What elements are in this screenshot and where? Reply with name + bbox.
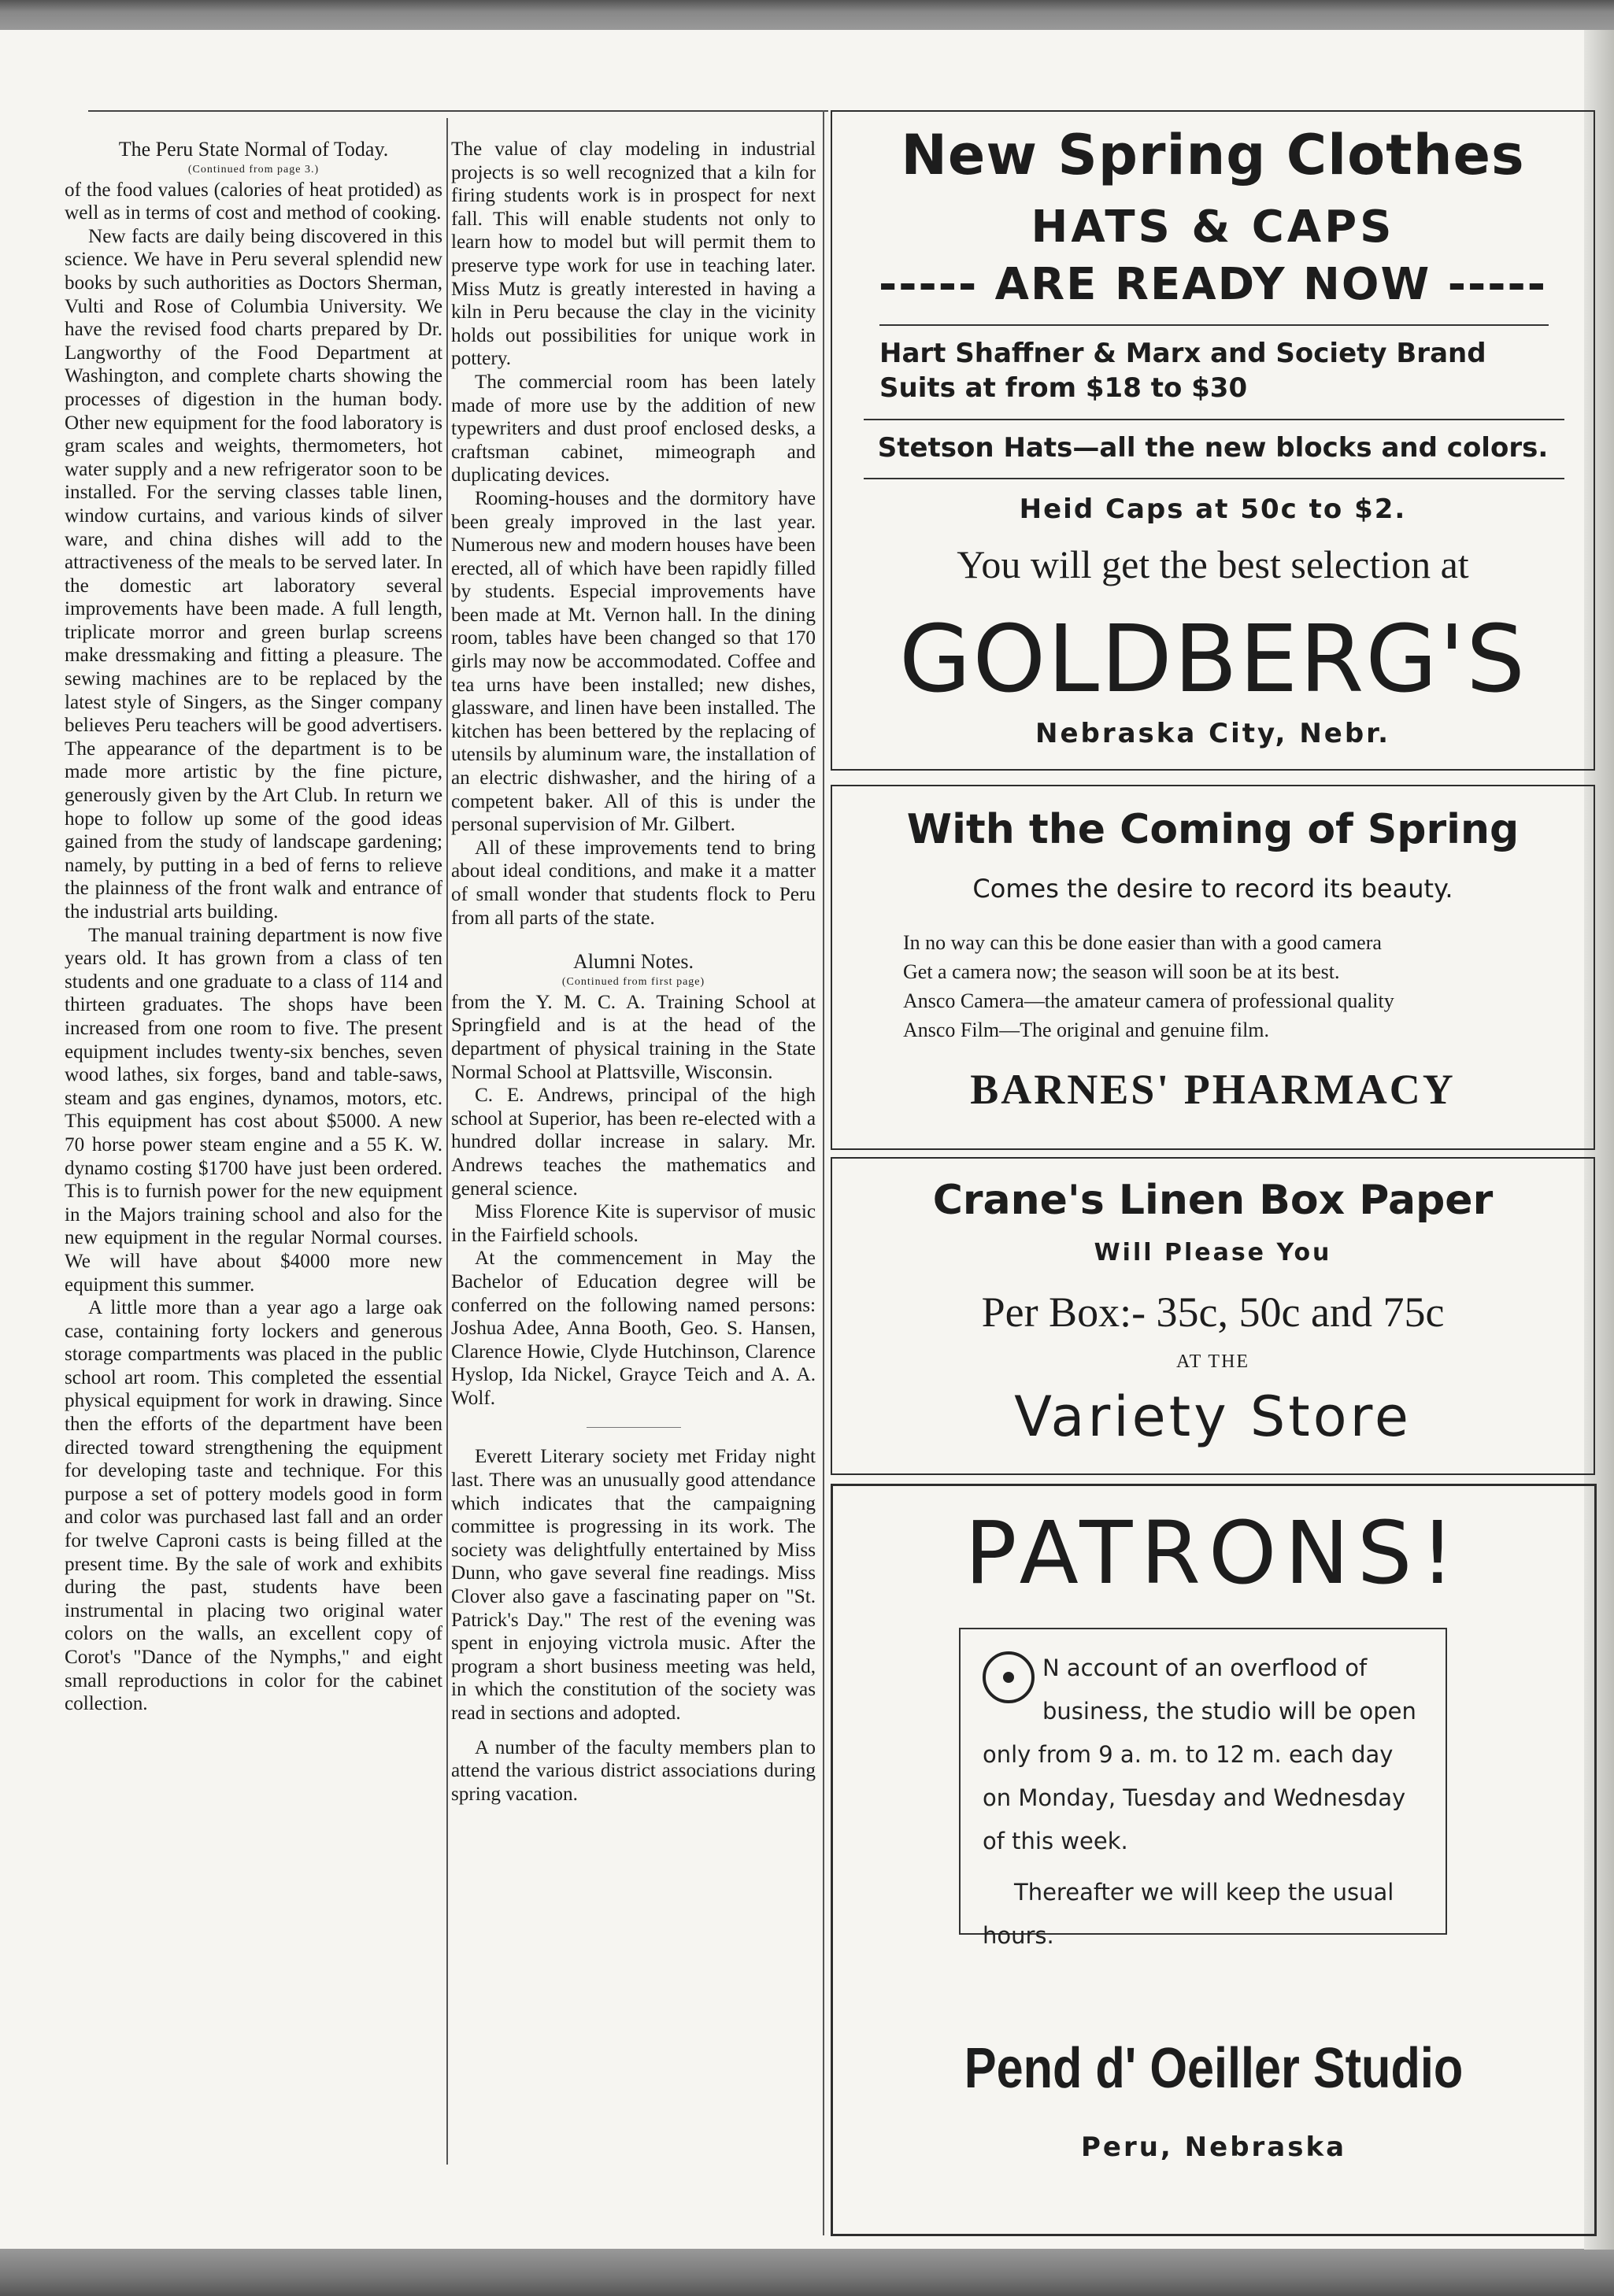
ad-text: Heid Caps at 50c to $2.	[1019, 494, 1407, 525]
ad-subheadline: Comes the desire to record its beauty.	[972, 874, 1453, 904]
scan-border-top	[0, 0, 1614, 30]
scan-border-bottom	[0, 2249, 1614, 2296]
article-column-2	[451, 138, 816, 1806]
notice-text: N account of an overflood of business, the studio will be open only from 9 a. m. to 12 m. each day on Monday, Tuesday and Wednesday of this week.	[983, 1655, 1416, 1854]
ad-studio	[831, 1484, 1597, 2236]
price-line: Per Box:- 35c, 50c and 75c	[981, 1288, 1445, 1336]
article-column-1	[65, 138, 442, 1716]
ad-subheadline: HATS & CAPS	[1031, 202, 1395, 253]
ad-headline: With the Coming of Spring	[906, 806, 1520, 853]
paragraph: New facts are daily being discovered in this science. We have in Peru several splendid new books by such authorities as Doctors Sherman, Vulti and Rose of Columbia University. We have the revised food charts prepared by Dr. Langworthy of the Food Department at Washington, and complete charts showing the processes of digestion in the human body. Other new equipment for the food laboratory is gram scales and weights, thermometers, hot water supply and a new refrigerator soon to be installed. For the serving classes table linen, window curtains, and various kinds of silver ware, and china dishes will add to the attractiveness of the meals to be served later. In the domestic art laboratory several improvements have been made. A full length, triplicate morror and green burlap screens make dressmaking and fitting a pleasure. The sewing machines are to be replaced by the latest style of Singers, as the Singer company believes Peru teachers will be good advertisers. The appearance of the department is to be made more artistic by the fine picture, generously given by the Art Club. In return we hope to follow up some of the good ideas gained from the study of landscape gardening; namely, by putting in a bed of ferns to relieve the plainness of the front walk and entrance of the industrial arts building.	[65, 225, 442, 922]
paragraph: A number of the faculty members plan to attend the various district associations during spring vacation.	[451, 1736, 816, 1805]
ad-headline: Crane's Linen Box Paper	[932, 1177, 1494, 1224]
paragraph: C. E. Andrews, principal of the high school at Superior, has been re-elected with a hundred dollar increase in salary. Mr. Andrews teaches the mathematics and general science.	[451, 1085, 816, 1200]
section-rule	[587, 1427, 681, 1428]
paragraph: Everett Literary society met Friday night last. There was an unusually good attendance which indicates that the campaigning committee is progressing in its work. The society was delightfully entertained by Miss Dunn, who gave several fine readings. Miss Clover also gave a fascinating paper on "St. Patrick's Day." The rest of the evening was spent in enjoying victrola music. After the program a short business meeting was held, in which the constitution of the society was read in sections and adopted.	[451, 1446, 816, 1724]
store-name: Variety Store	[1014, 1385, 1412, 1449]
top-rule	[88, 110, 828, 112]
studio-location: Peru, Nebraska	[1080, 2131, 1347, 2163]
studio-notice	[959, 1628, 1447, 1949]
ad-subheadline: ----- ARE READY NOW -----	[878, 259, 1548, 310]
ad-goldbergs	[831, 110, 1595, 771]
drop-cap-o-icon	[983, 1651, 1035, 1703]
paragraph: Rooming-houses and the dormitory have been grealy improved in the last year. Numerous new and modern houses have been erected, all of which have been rapidly filled by students. Especial improvements have been made at Mt. Vernon hall. In the dining room, tables have been changed so that 170 girls may now be accommodated. Coffee and tea urns have been installed; new dishes, glassware, and linen have been installed. The kitchen has been bettered by the replacing of utensils by aluminum ware, the installation of an electric dishwasher, and the hiring of a competent baker. All of this is under the personal supervision of Mr. Gilbert.	[451, 487, 816, 836]
store-location: Nebraska City, Nebr.	[1035, 718, 1391, 749]
store-name: BARNES' PHARMACY	[970, 1066, 1456, 1113]
divider	[864, 478, 1564, 479]
ad-headline: PATRONS!	[964, 1503, 1463, 1603]
notice-text: Thereafter we will keep the usual hours.	[983, 1879, 1394, 1949]
paragraph: The value of clay modeling in industrial projects is so well recognized that a kiln for firing students work is in prospect for next fall. This will enable students not only to learn how to model but will permit them to preserve type work for use in teaching later. Miss Mutz is greatly interested in having a kiln in Peru because the clay in the vicinity holds out possibilities for unique work in pottery.	[451, 139, 816, 370]
alumni-notes-title: Alumni Notes.	[572, 950, 694, 974]
divider	[879, 324, 1549, 326]
ad-text: You will get the best selection at	[957, 542, 1469, 586]
paragraph: At the commencement in May the Bachelor of Education degree will be conferred on the following named persons: Joshua Adee, Anna Booth, Geo. S. Hansen, Clarence Howie, Clyde Hutchinson, Clarence Hyslop, Ida Nickel, Grayce Teich and A. A. Wolf.	[451, 1248, 816, 1409]
ad-variety-store	[831, 1157, 1595, 1475]
ad-line: Ansco Camera—the amateur camera of professional quality	[903, 989, 1394, 1012]
paragraph: The commercial room has been lately made of more use by the addition of new typewriters and dust proof enclosed desks, a craftsman cabinet, mimeograph and duplicating devices.	[451, 371, 816, 486]
ad-text: Hart Shaffner & Marx and Society Brand Suits at from $18 to $30	[879, 338, 1486, 404]
paragraph: of the food values (calories of heat protided) as well as in terms of cost and method of cooking.	[65, 179, 442, 224]
ad-line: In no way can this be done easier than with a good camera	[903, 931, 1382, 954]
ad-line: Get a camera now; the season will soon be at its best.	[903, 960, 1340, 983]
paragraph: from the Y. M. C. A. Training School at Springfield and is at the head of the department of physical training in the State Normal School at Plattsville, Wisconsin.	[451, 991, 816, 1083]
ad-subheadline: Will Please You	[1094, 1239, 1332, 1266]
ad-body	[903, 928, 1533, 1044]
paragraph: The manual training department is now five years old. It has grown from a class of ten students and one graduate to a class of 114 and thirteen graduates. The shops have been increased from one room to five. The present equipment includes twenty-six benches, seven wood lathes, six forges, band and table-saws, steam and gas engines, dynamos, motors, etc. This equipment has cost about $5000. A new 70 horse power steam engine and a 55 K. W. dynamo costing $1700 have just been ordered. This is to furnish power for the new equipment in the Majors training school and also for the new equipment in the regular Normal courses. We will have about $4000 more new equipment this summer.	[65, 924, 442, 1296]
column-divider	[823, 110, 824, 2235]
ad-text: AT THE	[1175, 1351, 1250, 1372]
studio-name: Pend d' Oeiller Studio	[964, 2037, 1464, 2100]
ad-headline: New Spring Clothes	[901, 123, 1525, 187]
ad-text: Stetson Hats—all the new blocks and colors.	[877, 432, 1549, 464]
continued-note: (Continued from page 3.)	[187, 163, 320, 176]
divider	[864, 419, 1564, 420]
ad-line: Ansco Film—The original and genuine film.	[903, 1019, 1270, 1041]
continued-note: (Continued from first page)	[561, 975, 705, 988]
paragraph: A little more than a year ago a large oak case, containing forty lockers and generous storage compartments was placed in the public school art room. This completed the essential physical equipment for work in drawing. Since then the efforts of the department have been directed toward strengthening the equipment for developing taste and technique. For this purpose a set of pottery models good in form and color was purchased last fall and an order for twelve Caproni casts is being filled at the present time. By the sale of work and exhibits during the past, students have been instrumental in placing two original water colors on the walls, an excellent copy of Corot's "Dance of the Nymphs," and eight small reproductions in color for the cabinet collection.	[65, 1297, 442, 1715]
store-name: GOLDBERG'S	[898, 605, 1527, 713]
ad-barnes-pharmacy	[831, 785, 1595, 1150]
article-title: The Peru State Normal of Today.	[118, 138, 389, 161]
paragraph: All of these improvements tend to bring about ideal conditions, and make it a matter of small wonder that students flock to Peru from all parts of the state.	[451, 837, 816, 929]
paragraph: Miss Florence Kite is supervisor of music in the Fairfield schools.	[451, 1201, 816, 1246]
column-divider	[446, 118, 448, 2165]
